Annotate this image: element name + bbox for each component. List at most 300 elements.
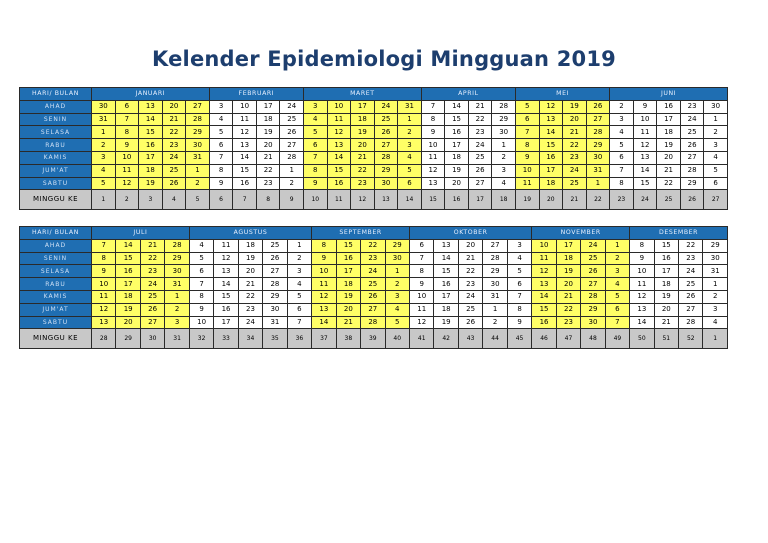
- month-header-desember: DESEMBER: [630, 227, 728, 240]
- date-cell: 12: [233, 126, 257, 139]
- date-cell: 19: [434, 316, 458, 329]
- week-number-cell: 29: [116, 329, 140, 349]
- date-cell: 23: [556, 316, 580, 329]
- date-cell: 10: [421, 139, 445, 152]
- date-cell: 24: [468, 139, 492, 152]
- date-cell: 31: [186, 151, 210, 164]
- date-cell: 12: [312, 290, 336, 303]
- date-cell: 15: [445, 113, 469, 126]
- week-number-row: [20, 329, 728, 349]
- date-cell: 7: [605, 316, 629, 329]
- week-number-cell: 33: [214, 329, 238, 349]
- date-cell: 3: [507, 239, 532, 252]
- date-cell: 10: [532, 239, 556, 252]
- header-label: HARI/ BULAN: [20, 227, 92, 240]
- date-cell: 13: [532, 278, 556, 291]
- date-cell: 3: [610, 113, 634, 126]
- date-cell: 3: [303, 100, 327, 113]
- date-cell: 6: [189, 265, 213, 278]
- date-cell: 8: [209, 164, 233, 177]
- date-cell: 28: [165, 239, 189, 252]
- date-cell: 14: [312, 316, 336, 329]
- date-cell: 15: [214, 290, 238, 303]
- date-cell: 20: [336, 303, 360, 316]
- date-cell: 27: [263, 265, 287, 278]
- date-cell: 31: [263, 316, 287, 329]
- date-cell: 21: [657, 164, 681, 177]
- date-cell: 31: [165, 278, 189, 291]
- date-cell: 15: [532, 303, 556, 316]
- date-cell: 7: [421, 100, 445, 113]
- date-cell: 29: [581, 303, 605, 316]
- date-cell: 8: [115, 126, 139, 139]
- date-cell: 30: [374, 177, 398, 190]
- date-cell: 23: [361, 252, 385, 265]
- date-cell: 2: [165, 303, 189, 316]
- date-cell: 9: [507, 316, 532, 329]
- date-cell: 31: [92, 113, 116, 126]
- date-cell: 2: [704, 126, 728, 139]
- day-label: RABU: [20, 139, 92, 152]
- date-cell: 17: [654, 265, 678, 278]
- date-cell: 28: [680, 164, 704, 177]
- date-cell: 15: [539, 139, 563, 152]
- date-cell: 29: [703, 239, 727, 252]
- date-cell: 15: [116, 252, 140, 265]
- day-row: [20, 252, 728, 265]
- date-cell: 18: [539, 177, 563, 190]
- date-cell: 13: [434, 239, 458, 252]
- date-cell: 12: [409, 316, 433, 329]
- day-row: [20, 278, 728, 291]
- date-cell: 24: [458, 290, 482, 303]
- date-cell: 13: [92, 316, 116, 329]
- date-cell: 2: [610, 100, 634, 113]
- date-cell: 22: [361, 239, 385, 252]
- date-cell: 19: [116, 303, 140, 316]
- day-label: SENIN: [20, 252, 92, 265]
- date-cell: 11: [515, 177, 539, 190]
- day-label: RABU: [20, 278, 92, 291]
- date-cell: 6: [704, 177, 728, 190]
- date-cell: 2: [385, 278, 409, 291]
- date-cell: 16: [657, 100, 681, 113]
- date-cell: 6: [605, 303, 629, 316]
- date-cell: 26: [581, 265, 605, 278]
- date-cell: 24: [680, 113, 704, 126]
- week-number-cell: 7: [233, 190, 257, 210]
- date-cell: 7: [189, 278, 213, 291]
- day-label: AHAD: [20, 100, 92, 113]
- week-number-cell: 45: [507, 329, 532, 349]
- date-cell: 29: [186, 126, 210, 139]
- date-cell: 28: [581, 290, 605, 303]
- week-number-cell: 13: [374, 190, 398, 210]
- date-cell: 22: [351, 164, 375, 177]
- date-cell: 17: [214, 316, 238, 329]
- date-cell: 23: [162, 139, 186, 152]
- date-cell: 24: [581, 239, 605, 252]
- date-cell: 25: [361, 278, 385, 291]
- date-cell: 3: [287, 265, 312, 278]
- date-cell: 12: [214, 252, 238, 265]
- date-cell: 26: [162, 177, 186, 190]
- date-cell: 24: [280, 100, 304, 113]
- date-cell: 21: [140, 239, 164, 252]
- date-cell: 1: [287, 239, 312, 252]
- date-cell: 31: [483, 290, 507, 303]
- date-cell: 9: [303, 177, 327, 190]
- date-cell: 24: [361, 265, 385, 278]
- calendar-table-jan-jun: [19, 87, 728, 210]
- day-row: [20, 126, 728, 139]
- date-cell: 7: [610, 164, 634, 177]
- date-cell: 25: [263, 239, 287, 252]
- date-cell: 12: [630, 290, 654, 303]
- date-cell: 27: [374, 139, 398, 152]
- header-label: HARI/ BULAN: [20, 88, 92, 101]
- day-label: KAMIS: [20, 290, 92, 303]
- date-cell: 19: [336, 290, 360, 303]
- date-cell: 4: [209, 113, 233, 126]
- date-cell: 30: [165, 265, 189, 278]
- month-header-januari: JANUARI: [92, 88, 210, 101]
- date-cell: 12: [532, 265, 556, 278]
- date-cell: 16: [336, 252, 360, 265]
- date-cell: 1: [398, 113, 422, 126]
- date-cell: 27: [280, 139, 304, 152]
- date-cell: 9: [630, 252, 654, 265]
- month-header-september: SEPTEMBER: [312, 227, 410, 240]
- date-cell: 2: [398, 126, 422, 139]
- month-header-row: [20, 227, 728, 240]
- date-cell: 18: [434, 303, 458, 316]
- week-number-cell: 43: [458, 329, 482, 349]
- date-cell: 3: [92, 151, 116, 164]
- date-cell: 12: [421, 164, 445, 177]
- date-cell: 20: [563, 113, 587, 126]
- date-cell: 16: [214, 303, 238, 316]
- week-number-cell: 48: [581, 329, 605, 349]
- date-cell: 21: [556, 290, 580, 303]
- date-cell: 20: [116, 316, 140, 329]
- date-cell: 17: [116, 278, 140, 291]
- date-cell: 18: [445, 151, 469, 164]
- date-cell: 29: [483, 265, 507, 278]
- date-cell: 4: [703, 316, 727, 329]
- week-number-cell: 2: [115, 190, 139, 210]
- date-cell: 8: [630, 239, 654, 252]
- date-cell: 11: [233, 113, 257, 126]
- date-cell: 4: [704, 151, 728, 164]
- date-cell: 19: [238, 252, 262, 265]
- date-cell: 11: [532, 252, 556, 265]
- date-cell: 21: [563, 126, 587, 139]
- month-header-februari: FEBRUARI: [209, 88, 303, 101]
- date-cell: 8: [507, 303, 532, 316]
- date-cell: 30: [581, 316, 605, 329]
- date-cell: 10: [189, 316, 213, 329]
- day-row: [20, 177, 728, 190]
- date-cell: 23: [238, 303, 262, 316]
- date-cell: 26: [280, 126, 304, 139]
- date-cell: 28: [586, 126, 610, 139]
- week-number-cell: 4: [162, 190, 186, 210]
- date-cell: 15: [434, 265, 458, 278]
- date-cell: 10: [312, 265, 336, 278]
- date-cell: 16: [539, 151, 563, 164]
- date-cell: 19: [351, 126, 375, 139]
- week-number-cell: 14: [398, 190, 422, 210]
- date-cell: 29: [385, 239, 409, 252]
- date-cell: 11: [115, 164, 139, 177]
- date-cell: 24: [238, 316, 262, 329]
- date-cell: 28: [679, 316, 703, 329]
- week-number-cell: 36: [287, 329, 312, 349]
- week-number-cell: 35: [263, 329, 287, 349]
- date-cell: 30: [492, 126, 516, 139]
- month-header-mei: MEI: [515, 88, 609, 101]
- date-cell: 22: [679, 239, 703, 252]
- date-cell: 4: [398, 151, 422, 164]
- date-cell: 3: [385, 290, 409, 303]
- week-number-cell: 25: [657, 190, 681, 210]
- date-cell: 28: [280, 151, 304, 164]
- date-cell: 7: [209, 151, 233, 164]
- date-cell: 6: [303, 139, 327, 152]
- date-cell: 9: [515, 151, 539, 164]
- date-cell: 22: [563, 139, 587, 152]
- date-cell: 11: [92, 290, 116, 303]
- date-cell: 14: [539, 126, 563, 139]
- date-cell: 10: [115, 151, 139, 164]
- date-cell: 14: [139, 113, 163, 126]
- date-cell: 26: [680, 139, 704, 152]
- date-cell: 8: [610, 177, 634, 190]
- date-cell: 16: [434, 278, 458, 291]
- day-label: KAMIS: [20, 151, 92, 164]
- date-cell: 6: [287, 303, 312, 316]
- date-cell: 18: [139, 164, 163, 177]
- date-cell: 21: [654, 316, 678, 329]
- date-cell: 1: [385, 265, 409, 278]
- date-cell: 25: [581, 252, 605, 265]
- day-label: SELASA: [20, 126, 92, 139]
- date-cell: 2: [703, 290, 727, 303]
- date-cell: 5: [507, 265, 532, 278]
- week-number-cell: 16: [445, 190, 469, 210]
- date-cell: 21: [256, 151, 280, 164]
- date-cell: 11: [312, 278, 336, 291]
- date-cell: 8: [92, 252, 116, 265]
- date-cell: 14: [214, 278, 238, 291]
- month-header-april: APRIL: [421, 88, 515, 101]
- date-cell: 4: [303, 113, 327, 126]
- date-cell: 19: [563, 100, 587, 113]
- date-cell: 26: [458, 316, 482, 329]
- date-cell: 16: [532, 316, 556, 329]
- date-cell: 13: [633, 151, 657, 164]
- date-cell: 5: [515, 100, 539, 113]
- week-number-cell: 38: [336, 329, 360, 349]
- date-cell: 1: [586, 177, 610, 190]
- date-cell: 26: [468, 164, 492, 177]
- date-cell: 27: [679, 303, 703, 316]
- date-cell: 3: [492, 164, 516, 177]
- week-number-cell: 28: [92, 329, 116, 349]
- date-cell: 26: [140, 303, 164, 316]
- date-cell: 3: [704, 139, 728, 152]
- date-cell: 15: [633, 177, 657, 190]
- date-cell: 17: [657, 113, 681, 126]
- date-cell: 6: [209, 139, 233, 152]
- date-cell: 5: [385, 316, 409, 329]
- day-row: [20, 239, 728, 252]
- month-header-maret: MARET: [303, 88, 421, 101]
- date-cell: 26: [374, 126, 398, 139]
- date-cell: 24: [140, 278, 164, 291]
- date-cell: 16: [654, 252, 678, 265]
- date-cell: 5: [209, 126, 233, 139]
- date-cell: 17: [445, 139, 469, 152]
- date-cell: 27: [140, 316, 164, 329]
- date-cell: 9: [189, 303, 213, 316]
- week-label: MINGGU KE: [20, 190, 92, 210]
- date-cell: 25: [680, 126, 704, 139]
- date-cell: 23: [458, 278, 482, 291]
- date-cell: 27: [361, 303, 385, 316]
- date-cell: 9: [409, 278, 433, 291]
- date-cell: 19: [657, 139, 681, 152]
- date-cell: 6: [610, 151, 634, 164]
- date-cell: 13: [539, 113, 563, 126]
- week-number-cell: 15: [421, 190, 445, 210]
- date-cell: 18: [556, 252, 580, 265]
- date-cell: 19: [445, 164, 469, 177]
- week-number-cell: 12: [351, 190, 375, 210]
- date-cell: 25: [280, 113, 304, 126]
- date-cell: 30: [703, 252, 727, 265]
- date-cell: 11: [633, 126, 657, 139]
- date-cell: 20: [238, 265, 262, 278]
- day-row: [20, 303, 728, 316]
- week-number-cell: 10: [303, 190, 327, 210]
- date-cell: 23: [679, 252, 703, 265]
- date-cell: 25: [140, 290, 164, 303]
- date-cell: 18: [116, 290, 140, 303]
- date-cell: 31: [703, 265, 727, 278]
- date-cell: 14: [327, 151, 351, 164]
- date-cell: 17: [434, 290, 458, 303]
- date-cell: 7: [515, 126, 539, 139]
- date-cell: 21: [336, 316, 360, 329]
- date-cell: 30: [186, 139, 210, 152]
- date-cell: 6: [515, 113, 539, 126]
- date-cell: 2: [280, 177, 304, 190]
- date-cell: 23: [140, 265, 164, 278]
- day-row: [20, 100, 728, 113]
- date-cell: 16: [233, 177, 257, 190]
- date-cell: 1: [492, 139, 516, 152]
- week-number-cell: 47: [556, 329, 580, 349]
- date-cell: 17: [351, 100, 375, 113]
- date-cell: 30: [704, 100, 728, 113]
- date-cell: 27: [186, 100, 210, 113]
- date-cell: 27: [468, 177, 492, 190]
- date-cell: 28: [263, 278, 287, 291]
- date-cell: 18: [657, 126, 681, 139]
- date-cell: 22: [140, 252, 164, 265]
- date-cell: 29: [165, 252, 189, 265]
- date-cell: 14: [630, 316, 654, 329]
- date-cell: 9: [421, 126, 445, 139]
- date-cell: 17: [539, 164, 563, 177]
- date-cell: 28: [361, 316, 385, 329]
- date-cell: 6: [115, 100, 139, 113]
- date-cell: 15: [233, 164, 257, 177]
- date-cell: 7: [303, 151, 327, 164]
- week-number-cell: 39: [361, 329, 385, 349]
- date-cell: 2: [92, 139, 116, 152]
- date-cell: 1: [186, 164, 210, 177]
- week-number-row: [20, 190, 728, 210]
- date-cell: 8: [303, 164, 327, 177]
- day-label: SENIN: [20, 113, 92, 126]
- date-cell: 28: [186, 113, 210, 126]
- week-number-cell: 17: [468, 190, 492, 210]
- date-cell: 4: [189, 239, 213, 252]
- date-cell: 19: [556, 265, 580, 278]
- date-cell: 27: [483, 239, 507, 252]
- date-cell: 25: [468, 151, 492, 164]
- date-cell: 5: [92, 177, 116, 190]
- date-cell: 17: [139, 151, 163, 164]
- date-cell: 18: [654, 278, 678, 291]
- date-cell: 19: [256, 126, 280, 139]
- day-label: JUM'AT: [20, 303, 92, 316]
- date-cell: 20: [458, 239, 482, 252]
- day-label: SABTU: [20, 177, 92, 190]
- date-cell: 23: [680, 100, 704, 113]
- date-cell: 22: [657, 177, 681, 190]
- date-cell: 10: [630, 265, 654, 278]
- date-cell: 18: [336, 278, 360, 291]
- date-cell: 12: [633, 139, 657, 152]
- date-cell: 6: [409, 239, 433, 252]
- date-cell: 24: [679, 265, 703, 278]
- date-cell: 14: [434, 252, 458, 265]
- week-number-cell: 40: [385, 329, 409, 349]
- date-cell: 20: [256, 139, 280, 152]
- date-cell: 22: [468, 113, 492, 126]
- month-header-agustus: AGUSTUS: [189, 227, 311, 240]
- day-row: [20, 265, 728, 278]
- date-cell: 1: [280, 164, 304, 177]
- date-cell: 21: [351, 151, 375, 164]
- date-cell: 10: [515, 164, 539, 177]
- date-cell: 21: [238, 278, 262, 291]
- date-cell: 28: [374, 151, 398, 164]
- date-cell: 9: [209, 177, 233, 190]
- date-cell: 24: [563, 164, 587, 177]
- day-row: [20, 316, 728, 329]
- date-cell: 21: [162, 113, 186, 126]
- date-cell: 9: [92, 265, 116, 278]
- date-cell: 23: [468, 126, 492, 139]
- date-cell: 1: [165, 290, 189, 303]
- day-label: JUM'AT: [20, 164, 92, 177]
- date-cell: 12: [92, 303, 116, 316]
